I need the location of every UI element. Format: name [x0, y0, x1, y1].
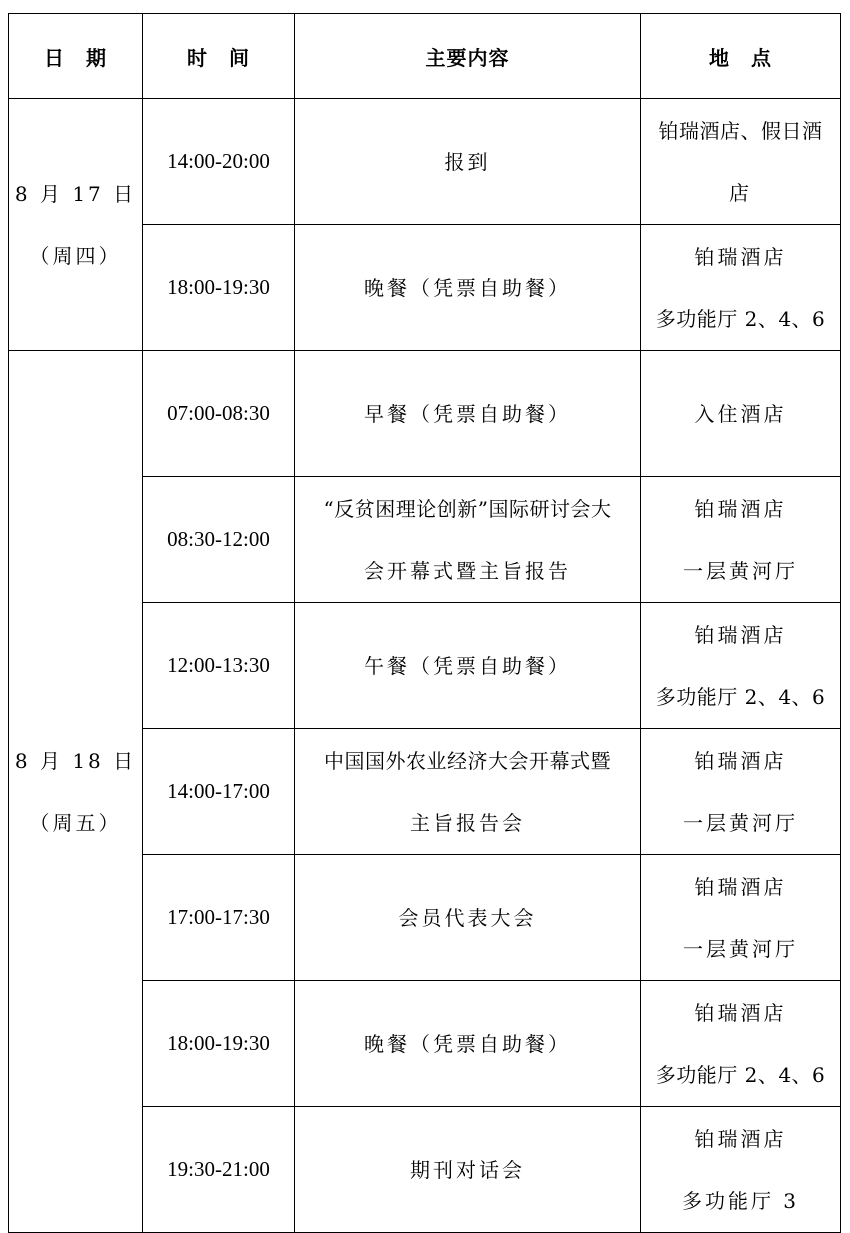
- place-line: 多功能厅 2、4、6: [655, 306, 826, 331]
- table-row: [9, 351, 841, 477]
- time-cell: [143, 603, 295, 729]
- content-cell: [295, 477, 641, 603]
- place-cell: [641, 855, 841, 981]
- place-cell: [641, 477, 841, 603]
- content-cell: [295, 729, 641, 855]
- date-cell: [9, 351, 143, 1233]
- time-range: 18:00-19:30: [167, 1031, 270, 1055]
- place-line: 多功能厅 2、4、6: [655, 1062, 826, 1087]
- header-content: 主要内容: [295, 14, 641, 99]
- date-line: 8 月 17 日: [14, 181, 137, 206]
- content-cell: [295, 1107, 641, 1233]
- time-range: 19:30-21:00: [167, 1157, 270, 1181]
- place-line: 铂瑞酒店: [694, 244, 787, 269]
- content-line: 午餐（凭票自助餐）: [364, 653, 571, 678]
- time-range: 08:30-12:00: [167, 527, 270, 551]
- time-cell: [143, 351, 295, 477]
- time-cell: [143, 99, 295, 225]
- content-cell: [295, 603, 641, 729]
- content-cell: [295, 351, 641, 477]
- place-line: 店: [729, 180, 752, 205]
- time-range: 14:00-20:00: [167, 149, 270, 173]
- time-range: 07:00-08:30: [167, 401, 270, 425]
- place-cell: [641, 981, 841, 1107]
- date-line: 8 月 18 日: [14, 748, 137, 773]
- time-cell: [143, 981, 295, 1107]
- place-line: 一层黄河厅: [683, 558, 798, 583]
- content-cell: [295, 981, 641, 1107]
- place-cell: [641, 225, 841, 351]
- time-cell: [143, 855, 295, 981]
- place-cell: [641, 99, 841, 225]
- header-time: 时 间: [143, 14, 295, 99]
- place-line: 铂瑞酒店: [694, 496, 787, 521]
- place-line: 多功能厅 2、4、6: [655, 684, 826, 709]
- content-line: 主旨报告会: [410, 810, 525, 835]
- place-line: 入住酒店: [694, 401, 787, 426]
- schedule-table: [8, 13, 841, 1233]
- content-cell: [295, 99, 641, 225]
- place-line: 铂瑞酒店: [694, 748, 787, 773]
- place-line: 铂瑞酒店: [694, 622, 787, 647]
- weekday-line: （周四）: [29, 243, 122, 268]
- place-cell: [641, 1107, 841, 1233]
- place-cell: [641, 603, 841, 729]
- time-cell: [143, 729, 295, 855]
- content-line: 报到: [444, 149, 491, 174]
- time-cell: [143, 477, 295, 603]
- header-date: 日 期: [9, 14, 143, 99]
- time-range: 17:00-17:30: [167, 905, 270, 929]
- time-cell: [143, 225, 295, 351]
- time-range: 18:00-19:30: [167, 275, 270, 299]
- place-cell: [641, 351, 841, 477]
- content-line: 早餐（凭票自助餐）: [364, 401, 571, 426]
- place-line: 铂瑞酒店、假日酒: [658, 118, 823, 143]
- place-cell: [641, 729, 841, 855]
- content-line: 期刊对话会: [410, 1157, 525, 1182]
- place-line: 一层黄河厅: [683, 936, 798, 961]
- time-range: 12:00-13:30: [167, 653, 270, 677]
- content-line: 会员代表大会: [398, 905, 537, 930]
- header-place: 地 点: [641, 14, 841, 99]
- header-row: [9, 14, 841, 99]
- time-cell: [143, 1107, 295, 1233]
- content-line: 晚餐（凭票自助餐）: [364, 275, 571, 300]
- content-cell: [295, 225, 641, 351]
- place-line: 一层黄河厅: [683, 810, 798, 835]
- date-cell: [9, 99, 143, 351]
- content-line: “反贫困理论创新”国际研讨会大: [323, 496, 612, 521]
- table-row: [9, 99, 841, 225]
- place-line: 多功能厅 3: [681, 1188, 800, 1213]
- content-cell: [295, 855, 641, 981]
- place-line: 铂瑞酒店: [694, 1000, 787, 1025]
- content-line: 会开幕式暨主旨报告: [364, 558, 571, 583]
- content-line: 晚餐（凭票自助餐）: [364, 1031, 571, 1056]
- place-line: 铂瑞酒店: [694, 874, 787, 899]
- place-line: 铂瑞酒店: [694, 1126, 787, 1151]
- content-line: 中国国外农业经济大会开幕式暨: [324, 748, 611, 773]
- time-range: 14:00-17:00: [167, 779, 270, 803]
- weekday-line: （周五）: [29, 810, 122, 835]
